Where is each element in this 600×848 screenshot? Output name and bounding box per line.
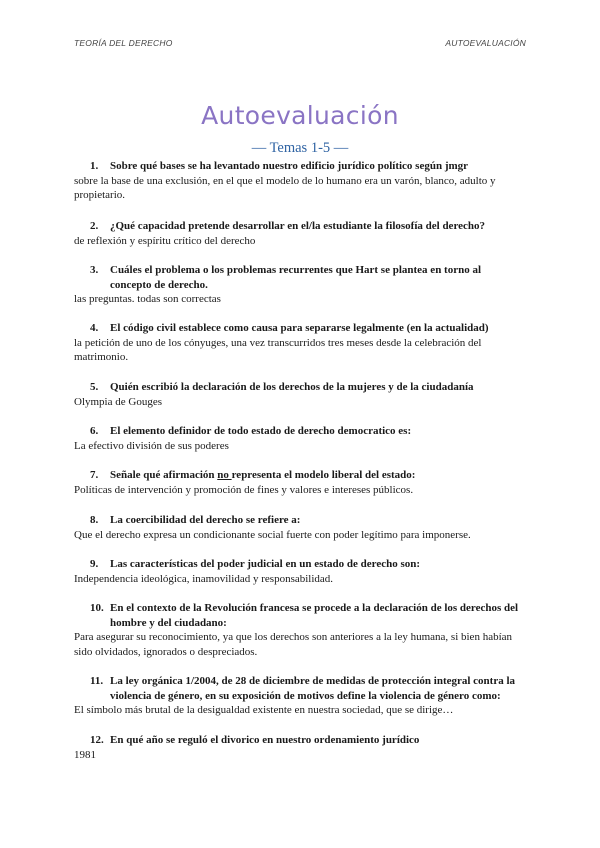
qa-item-6 bbox=[0, 424, 600, 453]
qa-item-3 bbox=[0, 263, 600, 307]
answer-4: la petición de uno de los cónyuges, una vez transcurridos tres meses desde la celebración del matrimonio. bbox=[74, 336, 482, 363]
qa-item-9 bbox=[0, 557, 600, 586]
question-8: 8. La coercibilidad del derecho se refiere a: bbox=[90, 514, 301, 526]
question-3: 3. Cuáles el problema o los problemas recurrentes que Hart se plantea en torno al concepto de derecho. bbox=[90, 264, 482, 291]
answer-7: Políticas de intervención y promoción de fines y valores e intereses públicos. bbox=[74, 483, 414, 496]
qa-item-7 bbox=[0, 468, 600, 497]
qa-item-2 bbox=[0, 219, 600, 248]
question-9: 9. Las características del poder judicial en un estado de derecho son: bbox=[90, 558, 421, 570]
answer-1: sobre la base de una exclusión, en el que el modelo de lo humano era un varón, blanco, adulto y propietario. bbox=[74, 174, 496, 201]
answer-9: Independencia ideológica, inamovilidad y responsabilidad. bbox=[74, 572, 334, 585]
question-12: 12. En qué año se reguló el divorico en nuestro ordenamiento jurídico bbox=[90, 734, 420, 746]
answer-11: El símbolo más brutal de la desigualdad existente en nuestra sociedad, que se dirige… bbox=[74, 704, 454, 716]
answer-2: de reflexión y espíritu crítico del derecho bbox=[74, 234, 256, 247]
answer-12: 1981 bbox=[74, 748, 96, 761]
qa-item-11 bbox=[0, 674, 600, 718]
page-subtitle: — Temas 1-5 — bbox=[251, 140, 349, 156]
question-10: 10. En el contexto de la Revolución francesa se procede a la declaración de los derechos del hombre y del ciudadano: bbox=[90, 602, 519, 629]
qa-item-12 bbox=[0, 733, 600, 762]
question-11: 11. La ley orgánica 1/2004, de 28 de diciembre de medidas de protección integral contra la violencia de género, en su exposición de motivos define la violencia de género como: bbox=[90, 675, 516, 702]
question-7: 7. Señale qué afirmación no representa el modelo liberal del estado: bbox=[90, 469, 416, 481]
qa-item-10 bbox=[0, 601, 600, 659]
question-5: 5. Quién escribió la declaración de los derechos de la mujeres y de la ciudadanía bbox=[90, 381, 474, 393]
question-2: 2. ¿Qué capacidad pretende desarrollar en el/la estudiante la filosofía del derecho? bbox=[90, 220, 486, 232]
underlined-no: no bbox=[217, 469, 232, 481]
qa-item-1 bbox=[0, 159, 600, 203]
running-header-right: AUTOEVALUACIÓN bbox=[445, 38, 526, 48]
qa-item-5 bbox=[0, 380, 600, 409]
answer-3: las preguntas. todas son correctas bbox=[74, 293, 221, 305]
question-1: 1. Sobre qué bases se ha levantado nuestro edificio jurídico político según jmgr bbox=[90, 160, 469, 172]
page-title: Autoevaluación bbox=[201, 101, 399, 130]
question-6: 6. El elemento definidor de todo estado de derecho democratico es: bbox=[90, 425, 412, 437]
qa-item-4 bbox=[0, 321, 600, 365]
running-header-left: TEORÍA DEL DERECHO bbox=[74, 38, 173, 48]
question-4: 4. El código civil establece como causa para separarse legalmente (en la actualidad) bbox=[90, 322, 489, 334]
answer-10: Para asegurar su reconocimiento, ya que los derechos son anteriores a la ley humana, si bien habían sido olvidados, ignorados o despreciados. bbox=[74, 631, 513, 658]
qa-item-8 bbox=[0, 513, 600, 542]
answer-5: Olympia de Gouges bbox=[74, 395, 162, 408]
answer-8: Que el derecho expresa un condicionante social fuerte con poder legítimo para imponerse. bbox=[74, 528, 471, 541]
answer-6: La efectivo división de sus poderes bbox=[74, 439, 229, 452]
